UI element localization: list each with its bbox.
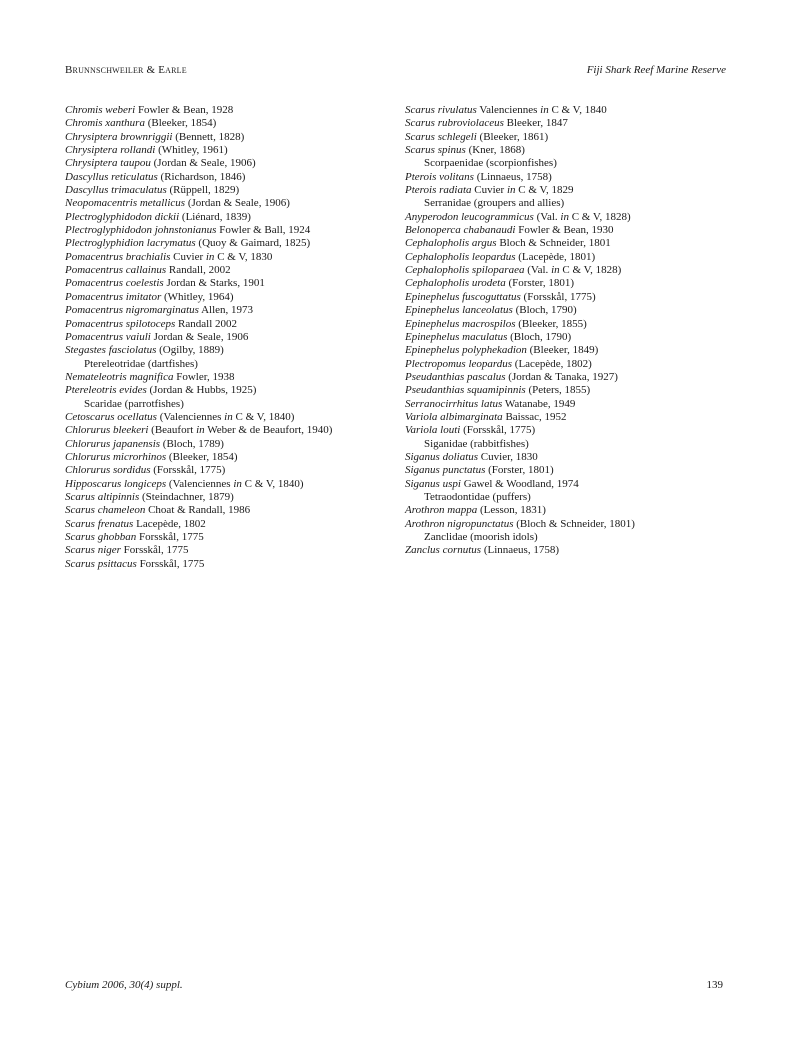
running-head-authors: Brunnschweiler & Earle: [65, 64, 187, 76]
species-name: Cephalopholis argus: [405, 237, 497, 250]
species-entry: [65, 291, 332, 304]
species-name: Siganus uspi: [405, 477, 461, 490]
species-name: Nemateleotris magnifica: [65, 370, 174, 383]
species-authority: Fowler, 1938: [176, 370, 235, 383]
species-entry: [65, 424, 332, 437]
species-entry: [405, 304, 635, 317]
species-entry: [65, 384, 332, 397]
species-name: Zanclus cornutus: [405, 544, 482, 557]
authority-in-word: in: [540, 104, 549, 116]
species-authority: (Val.: [527, 264, 549, 277]
species-name: Chlorurus microrhinos: [65, 450, 167, 463]
species-authority: (Steindachner, 1879): [142, 490, 234, 503]
species-name: Chromis xanthura: [65, 117, 145, 130]
species-list-right-column: [405, 104, 635, 558]
species-authority: (Jordan & Hubbs, 1925): [149, 384, 257, 397]
species-name: Belonoperca chabanaudi: [405, 224, 516, 237]
species-entry: [405, 117, 635, 130]
family-heading: Zanclidae (moorish idols): [424, 531, 538, 543]
authority-rest: C & V, 1828): [571, 210, 631, 223]
species-entry: [65, 171, 332, 184]
species-authority: Randall 2002: [178, 317, 238, 330]
species-name: Serranocirrhitus latus: [405, 397, 503, 410]
species-name: Pomacentrus vaiuli: [65, 330, 151, 343]
species-authority: Bleeker, 1847: [506, 117, 568, 130]
family-heading: Serranidae (groupers and allies): [424, 197, 565, 210]
family-heading: Scorpaenidae (scorpionfishes): [424, 157, 557, 170]
species-entry: [65, 478, 332, 491]
species-entry: [65, 491, 332, 504]
species-name: Cephalopholis spiloparaea: [405, 264, 525, 277]
species-entry: [65, 518, 332, 531]
species-entry: [65, 318, 332, 331]
species-entry: [65, 558, 332, 571]
species-authority: Watanabe, 1949: [504, 397, 576, 410]
species-authority: Jordan & Seale, 1906: [153, 330, 249, 343]
species-entry: [65, 371, 332, 384]
species-entry: [65, 331, 332, 344]
species-name: Anyperodon leucogrammicus: [405, 210, 534, 223]
species-name: Pomacentrus nigromarginatus: [65, 304, 199, 317]
species-name: Scarus ghobban: [65, 531, 137, 543]
species-name: Epinephelus fuscoguttatus: [405, 290, 521, 303]
species-name: Scarus spinus: [405, 144, 466, 157]
species-entry: [65, 197, 332, 210]
species-name: Hipposcarus longiceps: [65, 477, 167, 490]
species-authority: (Bleeker, 1854): [168, 450, 238, 463]
species-authority: (Linnaeus, 1758): [476, 170, 552, 183]
species-entry: [405, 211, 635, 224]
species-name: Epinephelus polyphekadion: [405, 344, 527, 357]
species-authority: (Lacepède, 1801): [518, 250, 596, 263]
species-entry: [65, 304, 332, 317]
species-entry: [405, 331, 635, 344]
species-authority: Fowler & Ball, 1924: [219, 224, 311, 237]
species-authority: Bloch & Schneider, 1801: [499, 237, 611, 250]
species-authority: Baissac, 1952: [505, 410, 567, 423]
species-name: Scarus frenatus: [65, 517, 134, 530]
species-name: Scarus schlegeli: [405, 130, 477, 143]
species-authority: (Bloch, 1790): [510, 330, 572, 343]
authority-rest: C & V, 1840: [551, 104, 607, 116]
species-name: Scarus rivulatus: [405, 104, 477, 116]
journal-citation: Cybium 2006, 30(4) suppl.: [65, 979, 183, 991]
species-authority: (Forsskål, 1775): [523, 290, 596, 303]
species-name: Plectroglyphidion lacrymatus: [65, 237, 196, 250]
species-entry: [65, 504, 332, 517]
species-name: Epinephelus maculatus: [405, 330, 508, 343]
species-entry: [405, 504, 635, 517]
species-entry: [405, 398, 635, 411]
species-name: Variola albimarginata: [405, 410, 503, 423]
species-entry: [405, 184, 635, 197]
species-name: Neopomacentris metallicus: [65, 197, 186, 210]
species-authority: (Jordan & Seale, 1906): [153, 157, 256, 170]
species-name: Pterois volitans: [405, 170, 474, 183]
species-authority: (Val.: [536, 210, 558, 223]
species-name: Pomacentrus callainus: [65, 264, 167, 277]
species-authority: (Peters, 1855): [528, 384, 591, 397]
species-entry: [65, 264, 332, 277]
species-name: Chlorurus sordidus: [65, 464, 151, 477]
family-heading: Tetraodontidae (puffers): [424, 490, 531, 503]
species-name: Pterois radiata: [405, 184, 472, 197]
species-name: Pomacentrus brachialis: [65, 250, 171, 263]
family-heading: Siganidae (rabbitfishes): [424, 437, 529, 450]
species-authority: (Lesson, 1831): [479, 504, 546, 517]
species-name: Cephalopholis leopardus: [405, 250, 516, 263]
species-authority: Randall, 2002: [168, 264, 231, 277]
species-entry: [405, 171, 635, 184]
species-entry: [65, 224, 332, 237]
authority-in-word: in: [551, 264, 560, 277]
species-name: Pseudanthias pascalus: [405, 370, 506, 383]
species-name: Chrysiptera taupou: [65, 157, 151, 170]
species-name: Chlorurus bleekeri: [65, 424, 149, 437]
species-entry: [405, 518, 635, 531]
species-name: Dascyllus trimaculatus: [65, 184, 167, 197]
species-name: Cephalopholis urodeta: [405, 277, 506, 290]
species-entry: [65, 464, 332, 477]
species-name: Scarus niger: [65, 544, 121, 557]
authority-in-word: in: [233, 477, 242, 490]
species-entry: [65, 157, 332, 170]
species-name: Pomacentrus spilotoceps: [65, 317, 176, 330]
species-name: Chrysiptera rollandi: [65, 144, 156, 157]
species-entry: [405, 264, 635, 277]
species-entry: [65, 211, 332, 224]
species-name: Pomacentrus imitator: [65, 290, 162, 303]
species-authority: (Bloch & Schneider, 1801): [516, 517, 635, 530]
species-entry: [405, 424, 635, 437]
authority-in-word: in: [205, 250, 215, 263]
species-authority: Fowler & Bean, 1930: [518, 224, 614, 237]
species-name: Arothron nigropunctatus: [405, 517, 514, 530]
species-entry: [405, 237, 635, 250]
species-entry: [405, 358, 635, 371]
species-authority: (Whitley, 1961): [158, 144, 228, 157]
species-entry: [65, 104, 332, 117]
species-name: Stegastes fasciolatus: [65, 344, 157, 357]
species-name: Scarus rubroviolaceus: [405, 117, 504, 130]
species-authority: Gawel & Woodland, 1974: [463, 477, 579, 490]
species-authority: (Jordan & Seale, 1906): [187, 197, 290, 210]
family-heading: Scaridae (parrotfishes): [84, 397, 184, 410]
species-authority: (Richardson, 1846): [160, 170, 246, 183]
species-authority: Cuvier: [474, 184, 505, 197]
species-entry: [65, 117, 332, 130]
authority-rest: C & V, 1840): [235, 410, 295, 423]
species-entry: [405, 277, 635, 290]
species-entry: [65, 237, 332, 250]
species-entry: [405, 251, 635, 264]
species-entry: [405, 478, 635, 491]
species-name: Variola louti: [405, 424, 461, 437]
species-entry: [65, 438, 332, 451]
species-authority: (Bloch, 1790): [515, 304, 577, 317]
species-entry: [65, 451, 332, 464]
species-entry: [405, 464, 635, 477]
species-name: Epinephelus lanceolatus: [405, 304, 513, 317]
species-name: Ptereleotris evides: [65, 384, 147, 397]
species-authority: (Linnaeus, 1758): [483, 544, 559, 557]
species-name: Siganus punctatus: [405, 464, 486, 477]
species-authority: (Bleeker, 1861): [479, 130, 549, 143]
running-head-title: Fiji Shark Reef Marine Reserve: [586, 64, 726, 76]
species-authority: Jordan & Starks, 1901: [166, 277, 265, 290]
species-entry: [65, 531, 332, 544]
species-authority: (Liénard, 1839): [181, 210, 251, 223]
family-heading: Ptereleotridae (dartfishes): [84, 357, 198, 370]
species-entry: [405, 224, 635, 237]
species-name: Scarus altipinnis: [65, 490, 140, 503]
species-authority: Lacepède, 1802: [136, 517, 206, 530]
species-name: Siganus doliatus: [405, 450, 479, 463]
species-authority: Choat & Randall, 1986: [148, 504, 251, 517]
species-name: Dascyllus reticulatus: [65, 170, 158, 183]
species-authority: (Bloch, 1789): [162, 437, 224, 450]
species-authority: Cuvier: [173, 250, 204, 263]
species-entry: [405, 411, 635, 424]
authority-in-word: in: [506, 184, 516, 197]
species-authority: Forsskål, 1775: [123, 544, 189, 557]
species-authority: (Valenciennes: [159, 410, 222, 423]
species-entry: [405, 104, 635, 117]
species-name: Scarus chameleon: [65, 504, 146, 517]
species-name: Arothron mappa: [405, 504, 478, 517]
species-authority: (Bleeker, 1849): [529, 344, 599, 357]
authority-in-word: in: [196, 424, 205, 437]
species-authority: Forsskål, 1775: [139, 557, 205, 570]
species-authority: (Rüppell, 1829): [169, 184, 240, 197]
species-authority: Valenciennes: [479, 104, 538, 116]
authority-in-word: in: [560, 210, 569, 223]
authority-rest: C & V, 1828): [562, 264, 622, 277]
species-authority: (Bleeker, 1855): [518, 317, 587, 330]
species-authority: (Kner, 1868): [468, 144, 525, 157]
species-entry: [405, 144, 635, 157]
species-entry: [405, 344, 635, 357]
page-number: 139: [706, 979, 723, 991]
species-authority: (Forsskål, 1775): [463, 424, 536, 437]
species-authority: (Forsskål, 1775): [153, 464, 226, 477]
species-entry: [65, 344, 332, 357]
species-entry: [65, 184, 332, 197]
species-authority: (Quoy & Gaimard, 1825): [198, 237, 311, 250]
species-authority: (Beaufort: [151, 424, 194, 437]
species-name: Plectroglyphidodon johnstonianus: [65, 224, 217, 237]
species-entry: [65, 144, 332, 157]
authority-rest: C & V, 1830: [217, 250, 273, 263]
species-name: Plectropomus leopardus: [405, 357, 513, 370]
species-entry: [405, 544, 635, 557]
species-name: Chlorurus japanensis: [65, 437, 161, 450]
species-authority: (Forster, 1801): [488, 464, 554, 477]
species-entry: [405, 384, 635, 397]
species-name: Pseudanthias squamipinnis: [405, 384, 526, 397]
species-authority: (Lacepède, 1802): [514, 357, 592, 370]
species-list-left-column: [65, 104, 332, 571]
species-entry: [65, 251, 332, 264]
species-authority: (Bleeker, 1854): [147, 117, 217, 130]
species-name: Pomacentrus coelestis: [65, 277, 164, 290]
authority-rest: Weber & de Beaufort, 1940): [207, 424, 333, 437]
species-name: Scarus psittacus: [65, 557, 137, 570]
species-authority: (Whitley, 1964): [164, 290, 234, 303]
species-name: Chrysiptera brownriggii: [65, 130, 173, 143]
species-authority: Fowler & Bean, 1928: [137, 104, 234, 116]
species-authority: Forsskål, 1775: [138, 531, 204, 543]
species-name: Cetoscarus ocellatus: [65, 410, 157, 423]
species-authority: (Bennett, 1828): [175, 130, 245, 143]
authority-in-word: in: [224, 410, 233, 423]
species-name: Epinephelus macrospilos: [405, 317, 516, 330]
species-entry: [65, 411, 332, 424]
species-entry: [405, 451, 635, 464]
species-entry: [65, 277, 332, 290]
authority-rest: C & V, 1829: [518, 184, 574, 197]
species-name: Plectroglyphidodon dickii: [65, 210, 180, 223]
species-authority: (Valenciennes: [168, 477, 231, 490]
species-authority: (Ogilby, 1889): [159, 344, 224, 357]
species-entry: [405, 371, 635, 384]
species-name: Chromis weberi: [65, 104, 136, 116]
species-entry: [405, 291, 635, 304]
species-authority: Cuvier, 1830: [480, 450, 538, 463]
species-authority: (Forster, 1801): [508, 277, 575, 290]
species-authority: Allen, 1973: [201, 304, 254, 317]
species-authority: (Jordan & Tanaka, 1927): [508, 370, 618, 383]
species-entry: [405, 131, 635, 144]
species-entry: [405, 318, 635, 331]
species-entry: [65, 131, 332, 144]
species-entry: [65, 544, 332, 557]
authority-rest: C & V, 1840): [244, 477, 304, 490]
